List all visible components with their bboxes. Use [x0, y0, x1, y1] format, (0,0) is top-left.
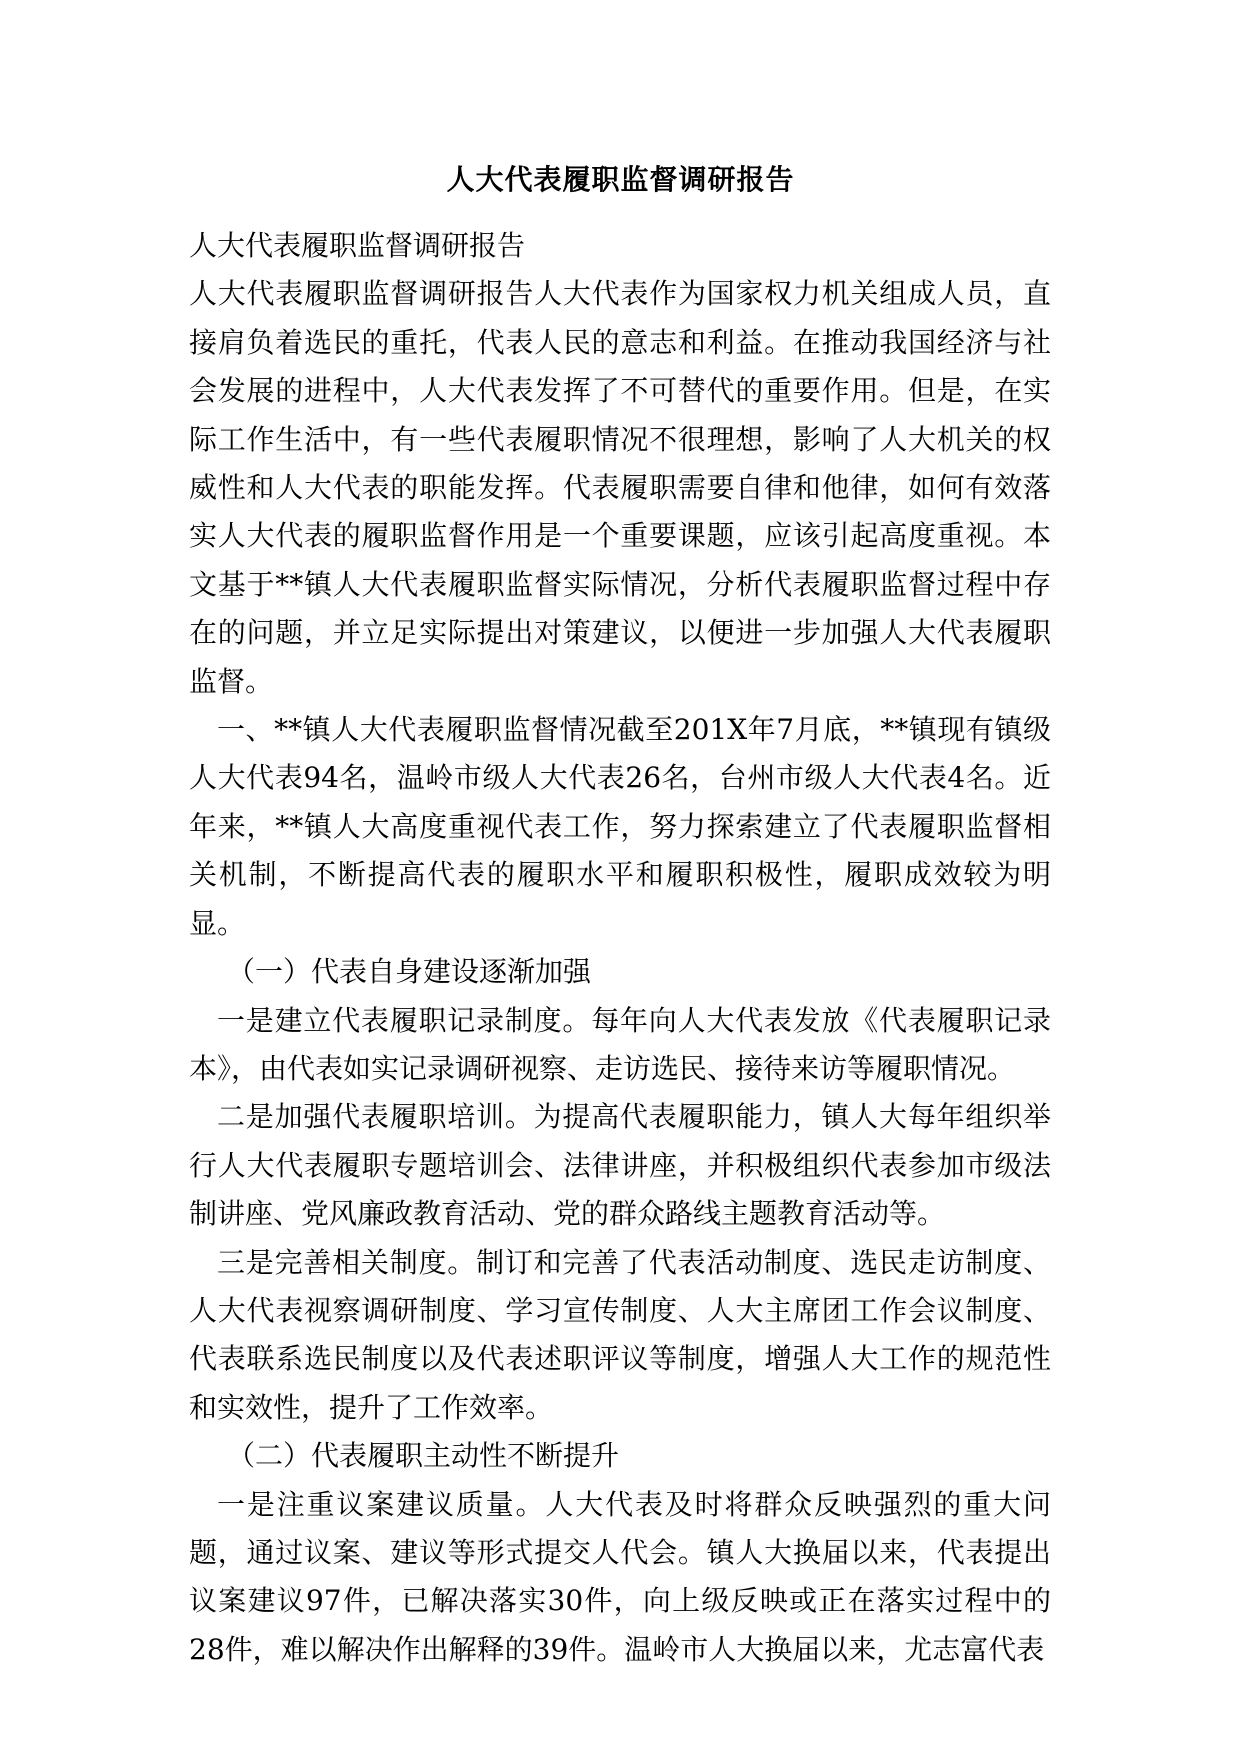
- document-title: 人大代表履职监督调研报告: [446, 163, 795, 196]
- paragraph-heading-1: （一）代表自身建设逐渐加强: [227, 955, 592, 989]
- paragraph-intro: 人大代表履职监督调研报告人大代表作为国家权力机关组成人员，直接肩负着选民的重托，代表人民的意志和利益。在推动我国经济与社会发展的进程中，人大代表发挥了不可替代的重要作用。但是，在实际工作生活中，有一些代表履职情况不很理想，影响了人大机关的权威性和人大代表的职能发挥。代表履职需要自律和他律，如何有效落实人大代表的履职监督作用是一个重要课题，应该引起高度重视。本文基于**镇人大代表履职监督实际情况，分析代表履职监督过程中存在的问题，并立足实际提出对策建议，以便进一步加强人大代表履职监督。: [189, 277, 1051, 698]
- paragraph-item-1: 一是建立代表履职记录制度。每年向人大代表发放《代表履职记录本》，由代表如实记录调研视察、走访选民、接待来访等履职情况。: [189, 1003, 1051, 1085]
- paragraph-item-3: 三是完善相关制度。制订和完善了代表活动制度、选民走访制度、人大代表视察调研制度、学习宣传制度、人大主席团工作会议制度、代表联系选民制度以及代表述职评议等制度，增强人大工作的规范性和实效性，提升了工作效率。: [189, 1245, 1051, 1424]
- paragraph-heading-2: （二）代表履职主动性不断提升: [227, 1439, 620, 1473]
- document-body: [189, 222, 1051, 1674]
- paragraph-item-2: 二是加强代表履职培训。为提高代表履职能力，镇人大每年组织举行人大代表履职专题培训会、法律讲座，并积极组织代表参加市级法制讲座、党风廉政教育活动、党的群众路线主题教育活动等。: [189, 1100, 1051, 1231]
- paragraph-item-4: 一是注重议案建议质量。人大代表及时将群众反映强烈的重大问题，通过议案、建议等形式提交人代会。镇人大换届以来，代表提出议案建议97件，已解决落实30件，向上级反映或正在落实过程中的28件，难以解决作出解释的39件。温岭市人大换届以来，尤志富代表: [189, 1487, 1051, 1666]
- paragraph-subtitle: 人大代表履职监督调研报告: [189, 229, 526, 262]
- paragraph-section-1: 一、**镇人大代表履职监督情况截至201X年7月底，**镇现有镇级人大代表94名，温岭市级人大代表26名，台州市级人大代表4名。近年来，**镇人大高度重视代表工作，努力探索建立了代表履职监督相关机制，不断提高代表的履职水平和履职积极性，履职成效较为明显。: [189, 713, 1051, 940]
